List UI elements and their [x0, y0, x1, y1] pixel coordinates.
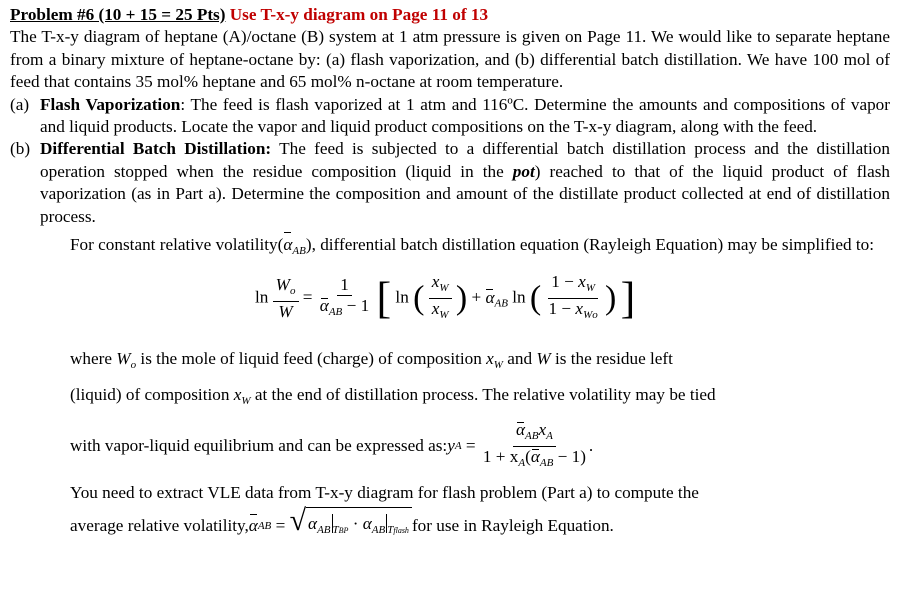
vle-den-1: 1 + x	[482, 447, 519, 467]
eq-x-w-sub: W	[439, 309, 449, 322]
flash-sub: flash	[393, 526, 409, 536]
sqrt-expression: √ $\alpha_{AB}$ $_{TBP} \cdot \alpha_{AB}$ $_{Tflash}$	[290, 507, 412, 545]
where-x: x	[486, 349, 494, 369]
vle-relation: with vapor-liquid equilibrium and can be expressed as: y A = $\frac{\alpha_{AB}x_A}{1 + x_A(\alpha_{AB} - 1)}$ .	[70, 420, 890, 473]
eq-frac-w	[273, 275, 299, 322]
where-t5: (liquid) of composition	[70, 385, 234, 405]
eq-plus: +	[471, 287, 482, 307]
part-b-text-1: The feed is subjected to a differential batch distillation process and the distillation operation stopped when the residue composition (liquid in the	[40, 139, 890, 181]
problem-intro: The T-x-y diagram of heptane (A)/octane (B) system at 1 atm pressure is given on Page 11. We would like to separate heptane from a binary mixture of heptane-octane by: (a) flash vaporization, and (b) differential batch distillation. We have 100 mol of feed that contains 35 mol% heptane and 65 mol% n-octane at room temperature.	[10, 27, 890, 92]
eq-alpha-2-sub: AB	[494, 297, 508, 310]
problem-reference: Use T-x-y diagram on Page 11 of 13	[229, 5, 489, 24]
where-t7: with vapor-liquid equilibrium and can be expressed as:	[70, 436, 448, 456]
problem-document	[10, 4, 890, 545]
where-w0: W	[116, 349, 131, 369]
alpha-flash: α	[362, 514, 372, 534]
eq-x-wo: x	[431, 272, 440, 292]
part-b	[10, 138, 890, 228]
eq-1mx-den: 1 −	[548, 299, 576, 319]
alpha-flash-sub: AB	[371, 524, 386, 537]
eq-frac-1mx	[546, 272, 601, 325]
eq-x-w: x	[431, 299, 440, 319]
eq-alpha-sub: AB	[328, 306, 343, 319]
eq-minus-one: − 1	[342, 296, 370, 316]
t-bp: T	[332, 524, 339, 537]
vle-den-alpha: α	[530, 447, 540, 467]
closing-paragraph: You need to extract VLE data from T-x-y diagram for flash problem (Part a) to compute the average relative volatility, α AB = √ $\alpha_{AB}$ $_{TBP} \cdot \alpha_{AB}$ $_{Tflash}$ for use in Rayleigh Equation.	[70, 479, 890, 545]
where-w0-sub: o	[130, 359, 137, 372]
t-flash: T	[387, 524, 394, 537]
eq-1mx-sub3: o	[592, 309, 598, 322]
rayleigh-intro-1: For constant relative volatility	[70, 235, 278, 255]
alpha-bar: α	[283, 230, 292, 260]
where-t1: where	[70, 349, 117, 369]
eq-w: W	[278, 302, 293, 322]
vle-period: .	[588, 436, 594, 456]
eq-alpha: α	[319, 296, 329, 316]
vle-x: x	[538, 420, 547, 440]
eq-w0-sub: o	[290, 285, 296, 298]
sqrt-dot: ·	[352, 514, 359, 534]
where-x-sub: W	[493, 359, 503, 372]
eq-1mx-sub: W	[585, 282, 595, 295]
vle-frac	[480, 420, 589, 473]
eq-equals: =	[302, 287, 313, 307]
part-a-marker: (a)	[10, 94, 30, 114]
part-b-pot: pot	[512, 161, 535, 181]
closing-line-3: for use in Rayleigh Equation.	[411, 516, 614, 536]
eq-ln-2: ln	[395, 287, 409, 307]
where-t6: at the end of distillation process. The relative volatility may be tied	[250, 385, 716, 405]
where-t3: and	[502, 349, 537, 369]
vle-alpha-sub: AB	[525, 430, 539, 443]
eq-w0: W	[275, 275, 290, 295]
part-a	[10, 94, 890, 139]
closing-line-1: You need to extract VLE data from T-x-y diagram for flash problem (Part a) to compute the	[70, 483, 699, 503]
avg-alpha-sub: AB	[257, 520, 272, 533]
eq-ln-1: ln	[255, 287, 269, 307]
rayleigh-intro-2: , differential batch distillation equation (Rayleigh Equation) may be simplified to:	[311, 235, 875, 255]
vle-den-sub: A	[518, 457, 526, 470]
vle-den-paren: (	[525, 447, 531, 467]
eq-1mx-x2: x	[575, 299, 584, 319]
eq-ln-3: ln	[512, 287, 526, 307]
eq-x-wo-sub: W	[439, 282, 449, 295]
where-xw: x	[233, 385, 242, 405]
vle-alpha: α	[515, 420, 525, 440]
vle-den-3: − 1)	[553, 447, 586, 467]
alpha-sub: AB	[292, 245, 306, 258]
where-paragraph	[70, 344, 890, 416]
where-w: W	[536, 349, 551, 369]
vle-y-sub: A	[454, 440, 462, 453]
where-t4: is the residue left	[550, 349, 673, 369]
eq-1mx-sub2: W	[583, 309, 593, 322]
vle-x-sub: A	[546, 430, 553, 443]
eq-one: 1	[337, 275, 352, 296]
eq-frac-inv	[317, 275, 372, 322]
eq-1mx-x: x	[578, 272, 586, 292]
rayleigh-equation: ln $\frac{W_o}{W}$ = $\frac{1}{\alpha_{AB} - 1}$ [ ln ( $\frac{x_W}{x_W}$ ) + $\alpha_{AB}$ ln ( $\frac{1 - x_W}{1 - x_{Wo}}$ ) ]	[10, 266, 890, 344]
rayleigh-intro: For constant relative $volatility(\alpha_{AB})$, differential batch distillation equation (Rayleigh Equation) may be simplified to:	[70, 230, 890, 266]
vle-y: y	[447, 436, 455, 456]
vle-den-alpha-sub: AB	[539, 457, 554, 470]
part-b-heading: Differential Batch Distillation:	[40, 139, 272, 159]
alpha-bp-sub: AB	[317, 524, 331, 537]
where-t2: is the mole of liquid feed (charge) of composition	[136, 349, 487, 369]
part-a-heading: Flash Vaporization	[40, 94, 181, 114]
problem-number: Problem #6 (10 + 15 = 25 Pts)	[10, 5, 226, 24]
bp-sub: BP	[338, 526, 349, 536]
alpha-bp: α	[308, 514, 318, 534]
eq-frac-x	[429, 272, 452, 325]
part-b-text-2: ) reached to that of the liquid product of flash vaporization (as in Part a). Determine the composition and amount of the distillate product collected at end of distillation process.	[40, 161, 890, 226]
eq-1mx-num: 1 −	[551, 272, 579, 292]
part-b-marker: (b)	[10, 139, 31, 159]
where-xw-sub: W	[241, 395, 251, 408]
eq-alpha-2: α	[485, 287, 494, 309]
problem-header	[10, 4, 890, 26]
part-a-text: : The feed is flash vaporized at 1 atm and 116ºC. Determine the amounts and compositions of vapor and liquid products. Locate the vapor and liquid product compositions on the T-x-y diagram, along with the feed.	[40, 94, 890, 137]
avg-alpha: α	[249, 512, 258, 540]
closing-line-2: average relative volatility,	[70, 516, 249, 536]
